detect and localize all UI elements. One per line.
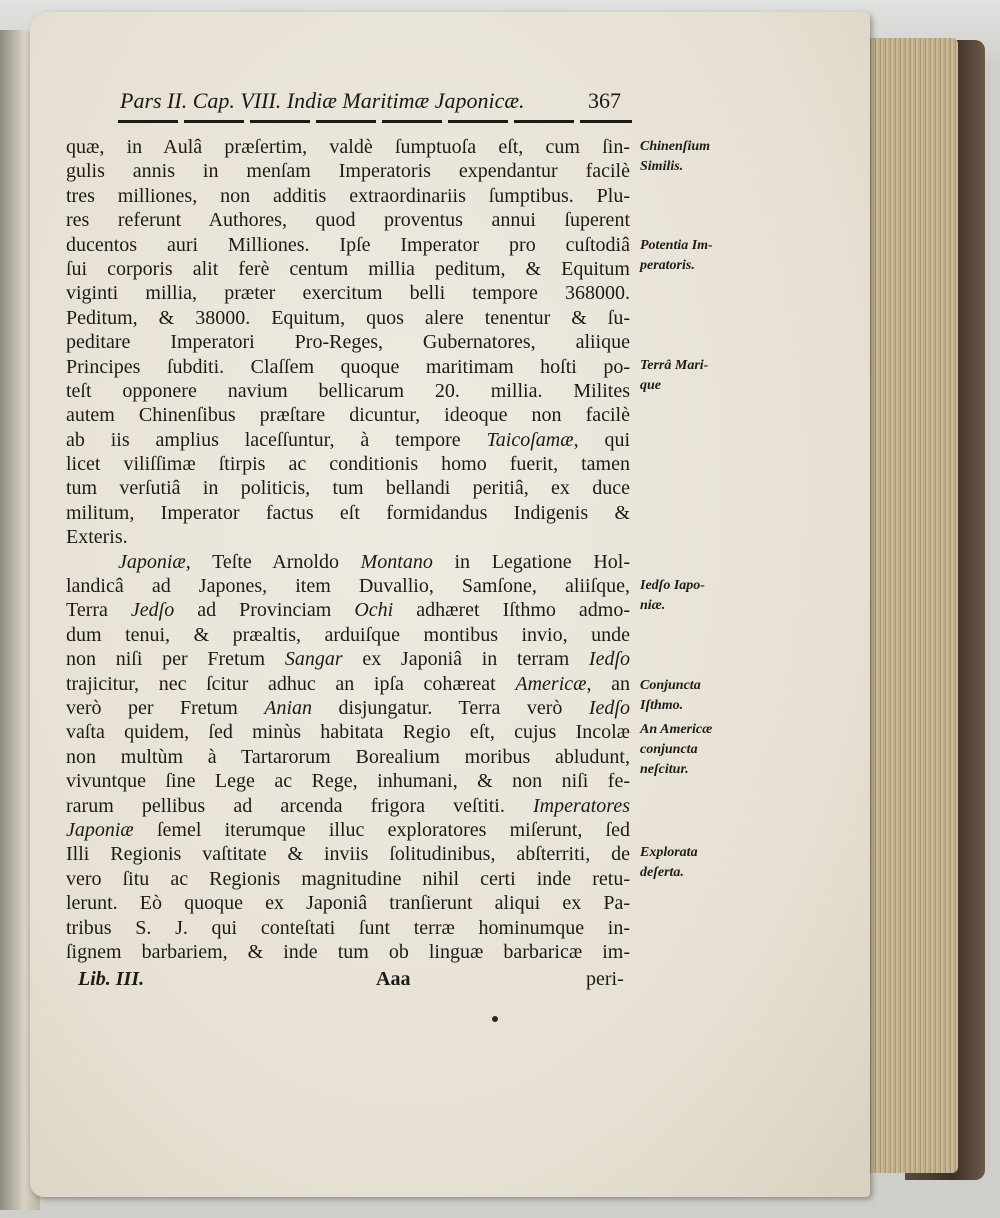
margin-note-line: Chinenſium — [640, 139, 711, 154]
text-segment: ſemel iterumque illuc exploratores miſerunt, ſed — [133, 818, 630, 841]
text-line — [66, 135, 630, 159]
text-segment: vaſta quidem, ſed minùs habitata Regio eſt, cujus Incolæ — [66, 721, 630, 744]
text-segment: non multùm à Tartarorum Borealium moribus abludunt, — [66, 745, 630, 768]
text-segment: , an — [586, 672, 630, 695]
italic-text: Iedſo — [588, 696, 630, 719]
margin-note-line: An Americæ — [640, 722, 713, 737]
catchword: peri- — [586, 968, 624, 990]
text-segment: ad Provinciam — [174, 599, 355, 622]
body-text — [66, 135, 630, 964]
text-segment: trajicitur, nec ſcitur adhuc an ipſa cohæreat — [66, 672, 516, 695]
margin-note-line: conjuncta — [640, 742, 698, 757]
text-line — [66, 306, 630, 330]
text-line — [66, 842, 630, 866]
italic-text: Imperatores — [532, 794, 630, 817]
margin-note-line: Iedſo Iapo- — [640, 578, 705, 593]
text-segment: Terra — [66, 599, 131, 622]
text-line — [66, 940, 630, 964]
text-segment: licet viliſſimæ ſtirpis ac conditionis homo fuerit, tamen — [66, 453, 630, 476]
margin-note — [640, 843, 698, 883]
text-segment: ab iis amplius laceſſuntur, à tempore — [66, 428, 487, 451]
text-segment: tum verſutiâ in politicis, tum bellandi peritiâ, ex duce — [66, 477, 630, 500]
text-line — [66, 281, 630, 305]
text-line — [66, 525, 630, 549]
italic-text: Anian — [264, 696, 313, 719]
text-segment: ducentos auri Milliones. Ipſe Imperator pro cuſtodiâ — [66, 233, 630, 256]
margin-note-line: Conjuncta — [640, 678, 701, 693]
text-segment: Exteris. — [66, 526, 128, 549]
margin-note — [640, 356, 708, 396]
text-line — [66, 257, 630, 281]
text-line — [66, 672, 630, 696]
text-segment: Illi Regionis vaſtitate & inviis ſolitudinibus, abſterriti, de — [66, 843, 630, 866]
text-segment: militum, Imperator factus eſt formidandus Indigenis & — [66, 501, 630, 524]
margin-note-line: Terrâ Mari- — [640, 358, 709, 373]
margin-note-line: Iſthmo. — [640, 698, 684, 713]
text-line — [66, 720, 630, 744]
text-line — [66, 574, 630, 598]
text-line — [66, 184, 630, 208]
text-segment: autem Chinenſibus præſtare dicuntur, ideoque non facilè — [66, 404, 630, 427]
text-segment: ſui corporis alit ferè centum millia peditum, & Equitum — [66, 257, 630, 280]
text-segment: tres milliones, non additis extraordinariis ſumptibus. Plu- — [66, 184, 630, 207]
text-segment: quæ, in Aulâ præſertim, valdè ſumptuoſa eſt, cum ſin- — [66, 136, 630, 158]
text-segment: ex Japoniâ in terram — [342, 648, 589, 671]
text-line — [66, 330, 630, 354]
text-segment: tribus S. J. qui conteſtati ſunt terræ hominumque in- — [66, 916, 630, 939]
text-line — [66, 476, 630, 500]
text-segment: vivuntque ſine Lege ac Rege, inhumani, & non niſi fe- — [66, 770, 630, 793]
text-segment: verò per Fretum — [66, 696, 265, 719]
text-line — [66, 696, 630, 720]
text-segment: in Legatione Hol- — [432, 550, 630, 573]
italic-text: Ochi — [354, 599, 394, 622]
margin-note-line: Potentia Im- — [640, 238, 713, 253]
text-line — [66, 452, 630, 476]
text-line — [66, 623, 630, 647]
italic-text: Montano — [360, 550, 433, 573]
running-title: Pars II. Cap. VIII. Indiæ Maritimæ Japonicæ. — [120, 88, 525, 113]
margin-note-line: peratoris. — [640, 258, 695, 273]
italic-text: Japoniæ — [118, 550, 186, 573]
text-line — [66, 355, 630, 379]
text-segment: rarum pellibus ad arcenda frigora veſtiti. — [66, 794, 533, 817]
margin-note-line: deſerta. — [640, 865, 684, 880]
text-line — [66, 208, 630, 232]
text-segment: Peditum, & 38000. Equitum, quos alere tenentur & ſu- — [66, 306, 630, 329]
text-segment: vero ſitu ac Regionis magnitudine nihil certi inde retu- — [66, 867, 630, 890]
margin-note-line: Explorata — [640, 845, 698, 860]
text-line — [66, 159, 630, 183]
signature-mark: Lib. III. — [78, 968, 145, 990]
margin-note-line: neſcitur. — [640, 762, 689, 777]
margin-note — [640, 576, 705, 616]
text-segment: Principes ſubditi. Claſſem quoque maritimam hoſti po- — [66, 355, 630, 378]
header-rule — [118, 120, 632, 123]
text-line — [66, 891, 630, 915]
text-segment: viginti millia, præter exercitum belli tempore 368000. — [66, 282, 630, 305]
text-line — [66, 916, 630, 940]
text-line — [66, 867, 630, 891]
text-line — [66, 794, 630, 818]
text-segment: , qui — [573, 428, 630, 451]
ink-spot — [492, 1016, 498, 1022]
italic-text: Jedſo — [130, 599, 175, 622]
text-line — [66, 647, 630, 671]
page-block-edges — [858, 38, 958, 1173]
text-line — [66, 550, 630, 574]
text-segment: peditare Imperatori Pro-Reges, Gubernatores, aliique — [66, 331, 630, 354]
text-segment: disjungatur. Terra verò — [312, 696, 589, 719]
text-line — [66, 598, 630, 622]
text-segment: dum tenui, & præaltis, arduiſque montibus invio, unde — [66, 623, 630, 646]
italic-text: Japoniæ — [66, 818, 134, 841]
text-segment: lerunt. Eò quoque ex Japoniâ tranſierunt aliqui ex Pa- — [66, 892, 630, 915]
text-line — [66, 769, 630, 793]
italic-text: Taicoſamæ — [486, 428, 574, 451]
italic-text: Sangar — [284, 648, 343, 671]
text-line — [66, 379, 630, 403]
margin-note — [640, 720, 712, 780]
text-segment: adhæret Iſthmo admo- — [393, 599, 630, 622]
gathering-mark: Aaa — [376, 968, 411, 990]
text-segment: non niſi per Fretum — [66, 648, 285, 671]
text-line — [66, 501, 630, 525]
text-line — [66, 818, 630, 842]
margin-note-line: Similis. — [640, 159, 684, 174]
text-segment: , Teſte Arnoldo — [185, 550, 361, 573]
page-number: 367 — [588, 88, 621, 113]
text-line — [66, 428, 630, 452]
text-segment: landicâ ad Japones, item Duvallio, Samſone, aliiſque, — [66, 575, 630, 598]
text-segment: res referunt Authores, quod proventus annui ſuperent — [66, 209, 630, 232]
margin-note — [640, 676, 701, 716]
margin-note-line: que — [640, 378, 661, 393]
margin-note-line: niæ. — [640, 598, 666, 613]
text-line — [66, 403, 630, 427]
margin-note — [640, 137, 710, 177]
text-segment: ſignem barbariem, & inde tum ob linguæ barbaricæ im- — [66, 940, 630, 963]
italic-text: Americæ — [515, 672, 587, 695]
text-line — [66, 233, 630, 257]
text-segment: gulis annis in menſam Imperatoris expendantur facilè — [66, 160, 630, 183]
text-line — [66, 745, 630, 769]
italic-text: Iedſo — [588, 648, 630, 671]
text-segment: teſt opponere navium bellicarum 20. millia. Milites — [66, 379, 630, 402]
margin-note — [640, 236, 713, 276]
